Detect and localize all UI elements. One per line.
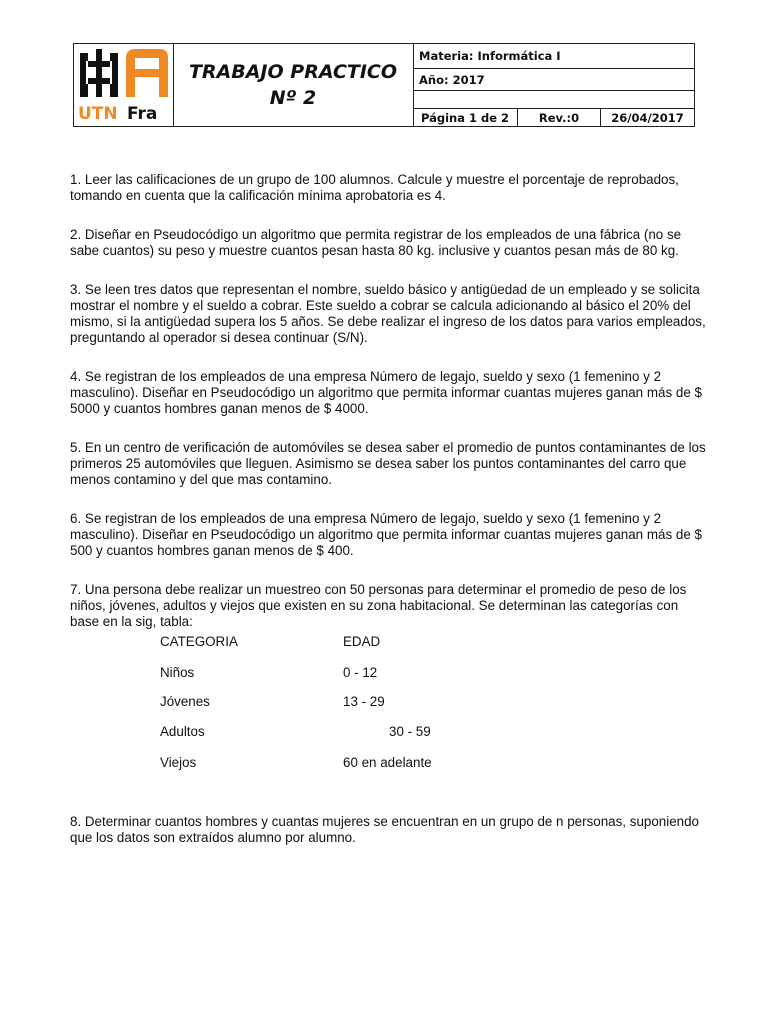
table-cell-age: 13 - 29 [343, 694, 385, 709]
exercise-list [70, 172, 710, 869]
document-number: Nº 2 [269, 87, 317, 109]
table-header-category: CATEGORIA [160, 634, 238, 649]
table-cell-category: Jóvenes [160, 694, 210, 709]
info-cell [413, 44, 694, 126]
table-header-age: EDAD [343, 634, 381, 649]
svg-text:UTN: UTN [78, 104, 118, 124]
document-title: TRABAJO PRACTICO [188, 61, 398, 83]
exercise-8: 8. Determinar cuantos hombres y cuantas mujeres se encuentran en un grupo de n personas, suponiendo que los datos son extraídos alumno por alumno. [70, 814, 700, 845]
table-cell-age: 0 - 12 [343, 665, 378, 680]
document-header [73, 43, 695, 127]
table-cell-category: Viejos [160, 755, 197, 770]
table-cell-age: 30 - 59 [389, 724, 431, 739]
page-info-row [413, 109, 694, 127]
page-number: Página 1 de 2 [413, 109, 518, 127]
exercise-7: 7. Una persona debe realizar un muestreo con 50 personas para determinar el promedio de peso de los niños, jóvenes, adultos y viejos que existen en su zona habitacional. Se determinan las categorías con base en la sig, tabla: [70, 582, 687, 629]
svg-text:Fra: Fra [127, 104, 158, 124]
table-cell-category: Adultos [160, 724, 205, 739]
revision: Rev.:0 [518, 109, 601, 127]
exercise-3: 3. Se leen tres datos que representan el nombre, sueldo básico y antigüedad de un empleado y se solicita mostrar el nombre y el sueldo a cobrar. Este sueldo a cobrar se calcula adicionando al básico el 20% del mismo, si la antigüedad supera los 5 años. Se debe realizar el ingreso de los datos para varios empleados, preguntando al operador si desea continuar (S/N). [70, 282, 706, 345]
age-category-table [70, 634, 710, 772]
table-cell-category: Niños [160, 665, 195, 680]
table-cell-age: 60 en adelante [343, 755, 432, 770]
anio-field: Año: 2017 [413, 69, 694, 91]
date: 26/04/2017 [611, 111, 684, 125]
utn-logo [74, 44, 174, 126]
title-cell [173, 44, 414, 126]
exercise-5: 5. En un centro de verificación de automóviles se desea saber el promedio de puntos contaminantes de los primeros 25 automóviles que lleguen. Asimismo se desea saber los puntos contaminantes del carro que menos contamino y del que mas contamino. [70, 440, 706, 487]
exercise-4: 4. Se registran de los empleados de una empresa Número de legajo, sueldo y sexo (1 femenino y 2 masculino). Diseñar en Pseudocódigo un algoritmo que permita informar cuantas mujeres ganan más de $ 5000 y cuantos hombres ganan menos de $ 4000. [70, 369, 702, 416]
exercise-2: 2. Diseñar en Pseudocódigo un algoritmo que permita registrar de los empleados de una fábrica (no se sabe cuantos) su peso y muestre cuantos pesan hasta 80 kg. inclusive y cuantos pesan más de 80 kg. [70, 227, 682, 258]
utn-logo-icon [74, 44, 173, 126]
materia-field: Materia: Informática I [413, 44, 694, 69]
exercise-6: 6. Se registran de los empleados de una empresa Número de legajo, sueldo y sexo (1 femenino y 2 masculino). Diseñar en Pseudocódigo un algoritmo que permita informar cuantas mujeres ganan más de $ 500 y cuantos hombres ganan menos de $ 400. [70, 511, 702, 558]
spacer-row [413, 91, 694, 109]
exercise-1: 1. Leer las calificaciones de un grupo de 100 alumnos. Calcule y muestre el porcentaje de reprobados, tomando en cuenta que la calificación mínima aprobatoria es 4. [70, 172, 679, 203]
